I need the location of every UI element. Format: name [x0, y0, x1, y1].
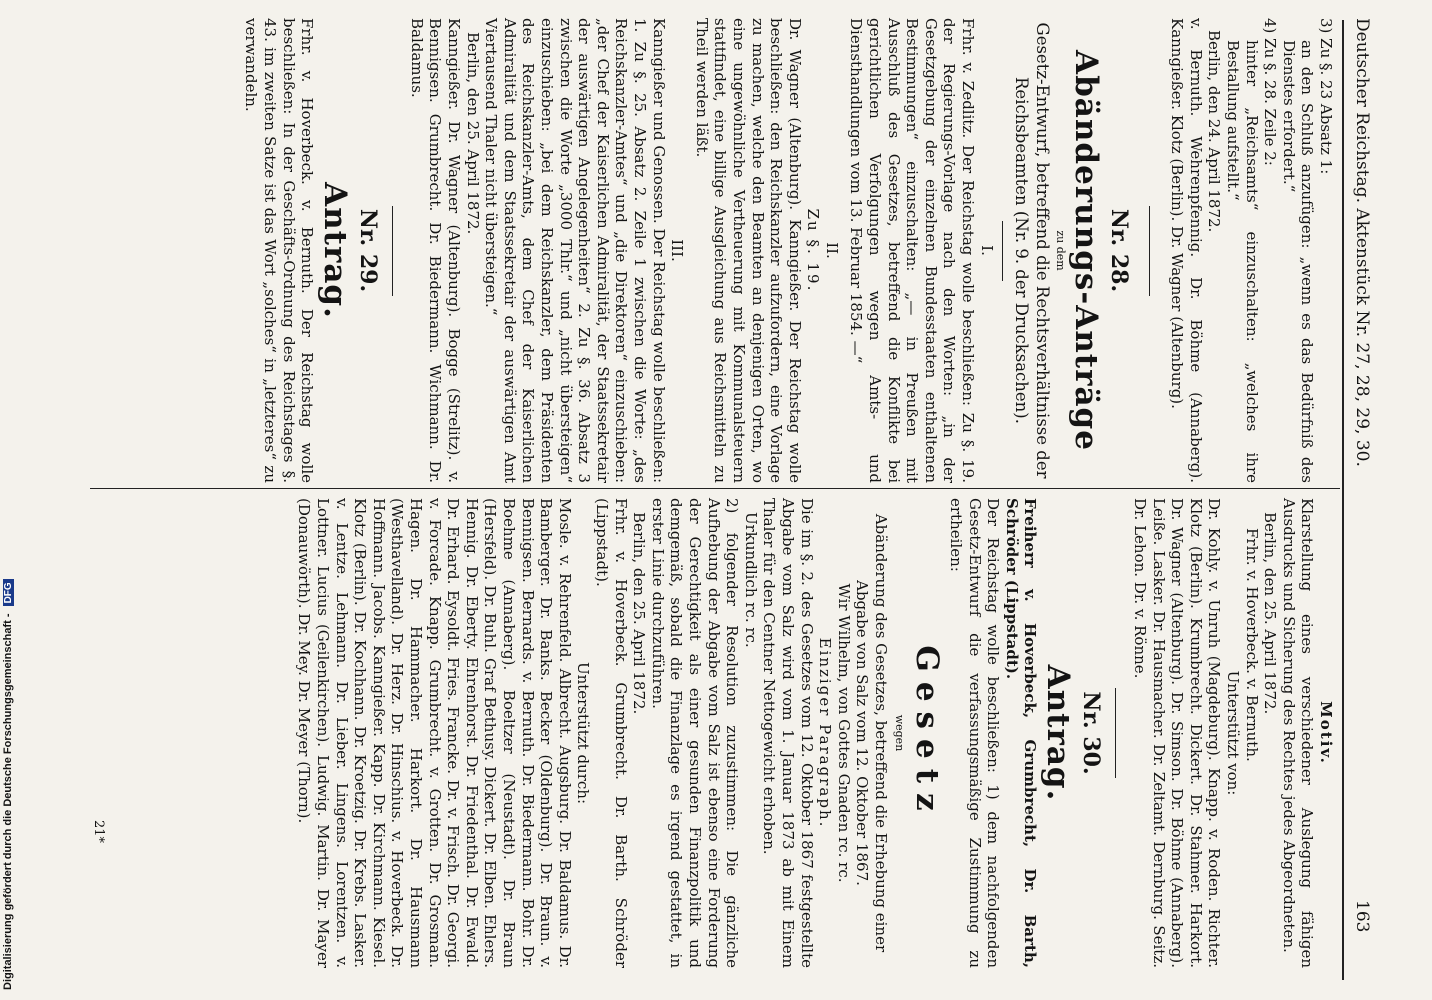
nr28-zu-dem: zu dem [1053, 230, 1067, 271]
nr28-section-3-text: Kanngießer und Genossen. Der Reichstag wolle beschließen: 1. Zu §. 25. Absatz 2. Zeile 1 zwischen die Worte: „des Reichskanzler-Amtes“ und „die Direktoren“ einzuschieben: „der Chef der Kaiserlichen Admiralität, der Staatssekretair der auswärtigen Angelegenheiten“ 2. Zu §. 36. Absatz 3 zwischen die Worte „3000 Thlr.“ und „nicht übersteigen“ einzuschieben: „bei dem Reichskanzler, dem Präsidenten des Reichskanzler-Amts, dem Chef der Kaiserlichen Admiralität und dem Staatssekretair der auswärtigen Amt Viertausend Thaler nicht übersteigen.“ [482, 18, 668, 483]
separator [392, 206, 393, 296]
nr29-number: Nr. 29. [355, 208, 382, 293]
nr30-paragraph-heading: Einziger Paragraph. [816, 637, 835, 829]
signature-mark: 21* [91, 820, 106, 844]
motiv-support: Dr. Kohly. v. Unruh (Magdeburg). Knapp. v. Roden. Richter. Klotz (Berlin). Krumbrecht. Dickert. Dr. Stahmer. Harkort. Dr. Wagner (Altenburg). Dr. Simson. Dr. Böhme (Annaberg). Leiße. Lasker. Dr. Hausmacher. Dr. Zeltamt. Dernburg. Seitz. Dr. Lehon. Dr. v. Rönne. [1131, 498, 1224, 968]
nr28-section-2-zu: Zu §. 19. [804, 208, 823, 293]
nr30-gesetz: Gesetz [909, 645, 946, 821]
nr28-title: Abänderungs-Anträge [1067, 50, 1104, 451]
amend-date: Berlin, den 24. April 1872. [1205, 30, 1224, 233]
nr28-signers: Kanngießer. Dr. Wagner (Altenburg). Bogge (Strelitz). v. Bennigsen. Grumbrecht. Dr. Biedermann. Wichmann. Dr. Baldamus. [407, 18, 464, 483]
motiv-heading: Motiv. [1317, 701, 1335, 765]
nr29-title: Antrag. [317, 182, 354, 319]
amend-3: 3) Zu §. 23 Absatz 1: [1317, 18, 1335, 175]
nr28-section-1-text: Frhr. v. Zedlitz. Der Reichstag wolle beschließen: Zu §. 19. der Regierungs-Vorlage nach den Worten: „in der Gesetzgebung der einzelnen Bundesstaaten enthaltenen Bestimmungen“ einzuschalten: „— in Preußen mit Ausschluß des Gesetzes, betreffend die Konflikte bei gerichtlichen Verfolgungen wegen Amts- und Diensthandlungen vom 13. Februar 1854. —“ [847, 18, 978, 483]
dfg-logo: DFG [3, 579, 14, 606]
separator [1002, 221, 1003, 281]
header-rule [1342, 20, 1344, 980]
motiv-support-label: Unterstützt von: [1224, 670, 1243, 796]
nr30-support: Mosle. v. Rehrenfeld. Albrecht. Augsburg. Dr. Baldamus. Dr. Bamberger. Dr. Banks. Becker (Oldenburg). Dr. Braun. v. Bennigsen. Bernards. v. Bernuth. Dr. Biedermann. Bohr. Dr. Boehme (Annaberg). Boeltzer (Neustadt). Dr. Braun (Hersfeld). Dr. Buhl. Graf Bethusy. Dickert. Dr. Elben. Ehlers. Hennig. Dr. Eberty. Ehrenhorst. Dr. Friedenthal. Dr. Ewald. Dr. Erhard. Eysoldt. Fries. Francke. Dr. v. Frisch. Dr. Georgi. v. Forcade. Knapp. Grumbrecht. v. Grotten. Dr. Grosman. Hagen. Dr. Hammacher. Harkort. Dr. Hausmann (Westhavelland). Dr. Herz. Dr. Hinschius. v. Hoverbeck. Dr. Hoffmann. Jacobs. Kanngießer. Kapp. Dr. Kirchmann. Kiesel. Klotz (Berlin). Dr. Kochhann. Dr. Kroetzig. Dr. Krebs. Lasker. v. Lentze. Lehmann. Dr. Lieber. Lingens. Lorentzen. v. Lottner. Lucius (Geilenkirchen). Ludwig. Martin. Dr. Mayer (Donauwörth). Dr. Mey. Dr. Meyer (Thorn). [295, 498, 574, 968]
running-title: Deutscher Reichstag. Aktenstück Nr. 27, 28, 29, 30. [1352, 18, 1372, 467]
nr28-section-3: III. [668, 239, 687, 262]
nr28-section-2: II. [822, 242, 841, 259]
amend-4-text: hinter „Reichsamts“ einzuschalten: „welches ihre Bestallung aufstellt.“ [1224, 40, 1261, 483]
amend-signers: v. Bernuth. Wehrenpfennig. Dr. Böhme (Annaberg). Kanngießer. Klotz (Berlin). Dr. Wagner (Altenburg). [1168, 18, 1205, 483]
digitization-footer [2, 579, 14, 990]
amend-4: 4) Zu §. 28. Zeile 2: [1261, 18, 1280, 166]
nr28-section-1: I. [977, 245, 996, 256]
column-divider [90, 488, 1340, 489]
nr30-gesetz-title: Abänderung des Gesetzes, betreffend die Erhebung einer Abgabe von Salz vom 12. Oktober 1867. [853, 513, 890, 953]
nr30-authors: Freiherr v. Hoverbeck, Grumbrecht, Dr. Barth, Schröder (Lippstadt). [1002, 498, 1040, 968]
nr30-title: Antrag. [1040, 664, 1077, 802]
nr30-date: Berlin, den 25. April 1872. [630, 512, 649, 715]
nr30-wegen: wegen [893, 714, 907, 752]
nr30-signers: Frhr. v. Hoverbeck. Grumbrecht. Dr. Barth. Schröder (Lippstadt). [593, 498, 630, 968]
footer-text: Digitalisierung gefördert durch die Deutsche Forschungsgemeinschaft - [2, 613, 14, 990]
motiv-text: Klarstellung eines verschiedener Auslegung fähigen Ausdrucks und Sicherung des Rechtes jedes Abgeordneten. [1279, 498, 1317, 968]
column-top [242, 18, 1335, 483]
nr28-date: Berlin, den 25. April 1872. [463, 32, 482, 235]
separator [1149, 206, 1150, 296]
motiv-date: Berlin, den 25. April 1872. [1261, 512, 1280, 715]
motiv-signers: Frhr. v. Hoverbeck. v. Bernuth. [1242, 528, 1261, 762]
nr30-resolution: 2) folgender Resolution zuzustimmen: Die gänzliche Aufhebung der Abgabe vom Salz ist ebenso eine Forderung der Gerechtigkeit als einer gesunden Finanzpolitik und demgemäß, sobald die Finanzlage es irgend gestattet, in erster Linie durchzuführen. [648, 498, 742, 968]
column-bottom [295, 498, 1335, 968]
nr30-paragraph-text: Die im §. 2. des Gesetzes vom 12. Oktober 1867 festgestellte Abgabe vom Salz wird vom 1. Januar 1873 ab mit Einem Thaler für den Centner Nettogewicht erhoben. [760, 498, 816, 968]
nr30-wilhelm: Wir Wilhelm, von Gottes Gnaden rc. rc. [834, 583, 853, 883]
separator [1115, 688, 1116, 778]
nr28-subtitle: Gesetz-Entwurf, betreffend die Rechtsverhältnisse der Reichsbeamten (Nr. 9. der Drucksachen). [1011, 22, 1052, 479]
nr28-number: Nr. 28. [1105, 208, 1132, 293]
nr28-section-2-text: Dr. Wagner (Altenburg). Kanngießer. Der Reichstag wolle beschließen: den Reichskanzler aufzufordern, eine Vorlage zu machen, welche den Beamten an denjenigen Orten, wo eine ungewöhnliche Vertheuerung mit Kommunalsteuern stattfindet, eine billige Ausgleichung aus Reichsmitteln zu Theil werden läßt. [692, 18, 804, 483]
nr30-intro: Der Reichstag wolle beschließen: 1) dem nachfolgenden Gesetz-Entwurf die verfassungsmäßige Zustimmung zu ertheilen: [947, 498, 1003, 968]
nr30-number: Nr. 30. [1078, 691, 1105, 775]
running-header [1352, 18, 1372, 948]
amend-3-text: an den Schluß anzufügen: „wenn es das Bedürfniß des Dienstes erfordert.“ [1279, 40, 1317, 483]
nr30-urkundlich: Urkundlich rc. rc. [741, 512, 760, 648]
page-number: 163 [1352, 900, 1372, 933]
nr29-text: Frhr. v. Hoverbeck. v. Bernuth. Der Reichstag wolle beschließen: In der Geschäfts-Ordnung des Reichstages §. 43. im zweiten Satze ist das Wort „solches“ in „letzteres“ zu verwandeln. [242, 18, 317, 483]
nr30-support-label: Unterstützt durch: [574, 661, 593, 805]
